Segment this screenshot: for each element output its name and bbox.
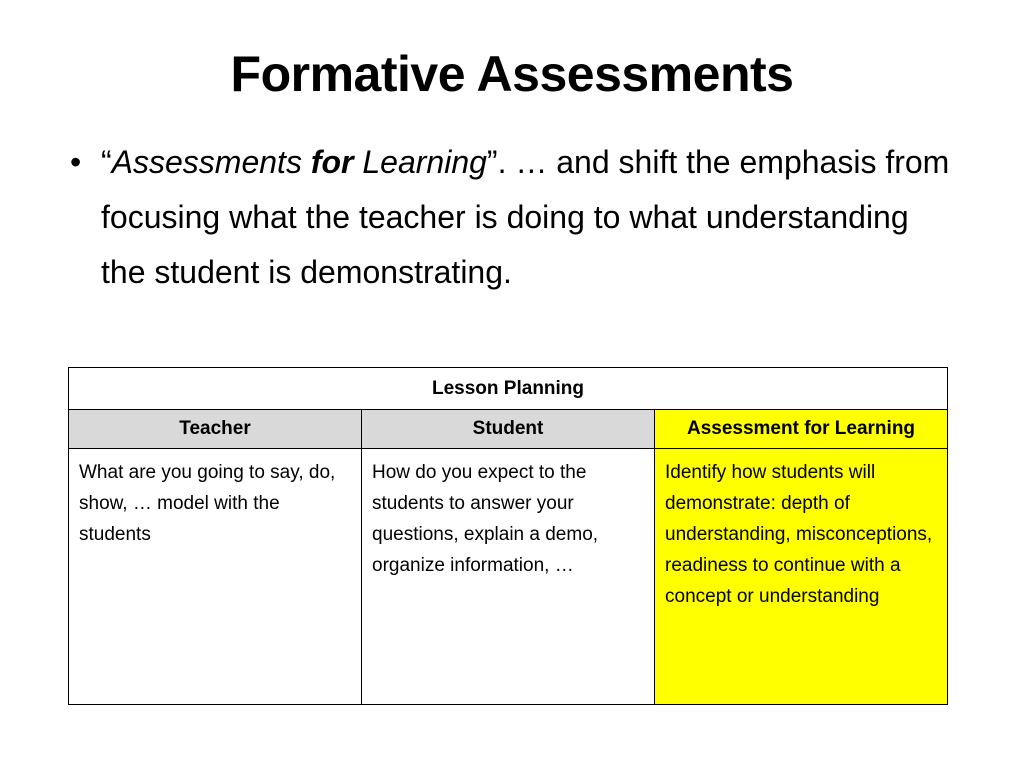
bullet-marker: • [70,144,82,180]
table-title-row [69,368,948,410]
open-quote: “ [101,144,112,180]
cell-teacher: What are you going to say, do, show, … model with the students [69,449,362,705]
slide-title: Formative Assessments [230,46,794,102]
bullet-text [101,135,950,300]
cell-student: How do you expect to the students to answer your questions, explain a demo, organize information, … [362,449,655,705]
quote-italic-part-2: Learning [353,144,487,180]
lesson-planning-table [68,367,948,705]
quote-italic-part-1: Assessments [111,144,311,180]
table-header-row [69,410,948,449]
table-title: Lesson Planning [69,368,948,410]
quote-emphasis-for: for [310,144,354,180]
column-header-teacher: Teacher [69,410,362,449]
bullet-paragraph [70,135,950,300]
column-header-assessment: Assessment for Learning [655,410,948,449]
bullet-rest-text: ”. … and shift the emphasis from focusing what the teacher is doing to what understanding the student is demonstrating. [101,144,950,290]
cell-assessment: Identify how students will demonstrate: depth of understanding, misconceptions, readiness to continue with a concept or understanding [655,449,948,705]
table-row [69,449,948,705]
column-header-student: Student [362,410,655,449]
